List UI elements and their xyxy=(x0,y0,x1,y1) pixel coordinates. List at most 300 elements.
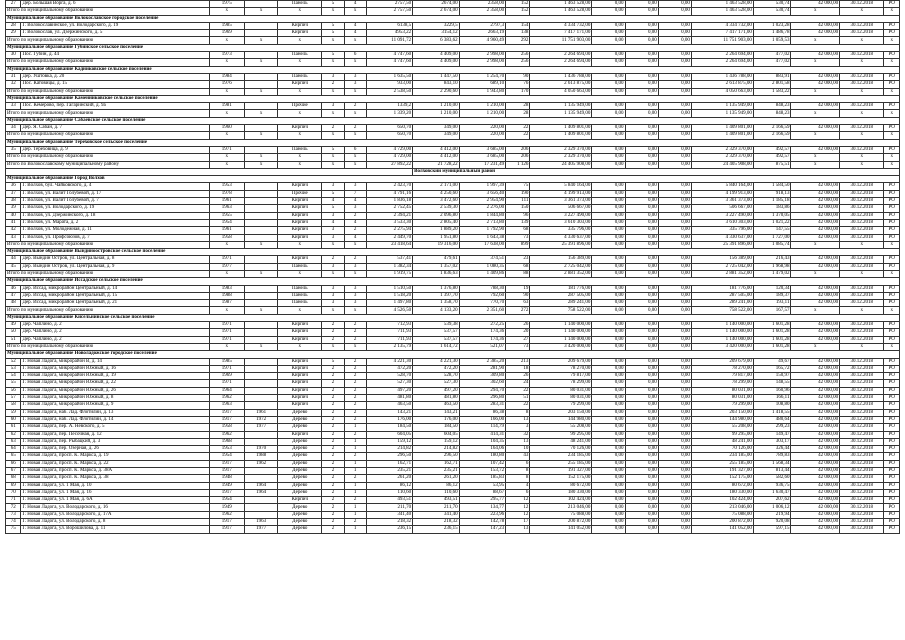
data-cell: Прочие xyxy=(278,103,322,110)
subtotal-cell: x xyxy=(840,110,884,117)
data-cell: Панель xyxy=(278,263,322,270)
subtotal-cell: 0,00 xyxy=(625,37,658,44)
subtotal-cell: x xyxy=(840,37,884,44)
data-cell: 0,00 xyxy=(625,475,658,482)
data-cell: 166,11 xyxy=(753,395,791,402)
section-title: Муниципальное образование Город Волхов xyxy=(6,176,900,183)
data-cell: 0,00 xyxy=(592,125,625,132)
data-cell: 0,00 xyxy=(625,285,658,292)
data-cell: 64 xyxy=(6,446,21,453)
table-row xyxy=(6,431,900,438)
address-cell: Г. Новая Ладога, ул. Ворошилова, д. 11 xyxy=(21,526,209,533)
table-row xyxy=(6,30,900,37)
data-cell: 1960 xyxy=(209,125,244,132)
address-cell: Г. Волокославинское, ул. Володарского, д. 19 xyxy=(21,22,209,29)
data-cell: 2 xyxy=(322,511,344,518)
data-cell: 2 264 694,00 xyxy=(530,52,592,59)
data-cell: 0,00 xyxy=(658,263,691,270)
data-cell: 30.12.2018 xyxy=(840,300,884,307)
data-cell: 272,25 xyxy=(459,322,505,329)
data-cell: 481,80 xyxy=(413,395,459,402)
data-cell: 539,38 xyxy=(413,322,459,329)
data-cell: РО xyxy=(884,263,900,270)
data-cell: 223,96 xyxy=(459,511,505,518)
subtotal-cell: 0,00 xyxy=(592,88,625,95)
subtotal-cell: 1 479,02 xyxy=(753,270,791,277)
data-cell: 1964 xyxy=(244,489,277,496)
data-cell: 0,00 xyxy=(592,30,625,37)
register-table xyxy=(5,0,900,534)
data-cell: РО xyxy=(884,22,900,29)
data-cell: 13 xyxy=(506,438,530,445)
data-cell: 0,00 xyxy=(625,438,658,445)
data-cell: 1 997,39 xyxy=(459,183,505,190)
data-cell: 0,00 xyxy=(625,30,658,37)
data-cell: 3 xyxy=(344,81,366,88)
data-cell: 0,00 xyxy=(625,380,658,387)
data-cell xyxy=(244,125,277,132)
data-cell: 74 xyxy=(6,519,21,526)
data-cell: 0,00 xyxy=(658,468,691,475)
data-cell: 1962 xyxy=(209,511,244,518)
data-cell: 148,55 xyxy=(753,380,791,387)
subtotal-row xyxy=(6,59,900,66)
data-cell: 1971 xyxy=(209,329,244,336)
table-row xyxy=(6,482,900,489)
data-cell: 1 844,80 xyxy=(459,212,505,219)
data-cell: 2 xyxy=(322,504,344,511)
table-row xyxy=(6,256,900,263)
address-cell: Г. Новая Ладога, просп. К. Маркса, д. 38 xyxy=(21,475,209,482)
data-cell: 3 610 303,00 xyxy=(530,219,592,226)
data-cell: 78 270,00 xyxy=(691,365,753,372)
data-cell: Кирпич xyxy=(278,205,322,212)
data-cell: 68 xyxy=(506,263,530,270)
data-cell: 51 xyxy=(506,395,530,402)
data-cell: 0,00 xyxy=(592,446,625,453)
table-row xyxy=(6,219,900,226)
data-cell: 30.12.2018 xyxy=(840,519,884,526)
subtotal-cell: 758 522,00 xyxy=(691,307,753,314)
subtotal-cell: x xyxy=(244,8,277,15)
data-cell: 2 449,70 xyxy=(366,234,412,241)
table-row xyxy=(6,489,900,496)
data-cell: 13 xyxy=(506,526,530,533)
data-cell: 236,15 xyxy=(366,526,412,533)
data-cell: 0,00 xyxy=(592,329,625,336)
data-cell: РО xyxy=(884,256,900,263)
data-cell: 1917 xyxy=(209,489,244,496)
subtotal-cell: x xyxy=(244,110,277,117)
data-cell: 2 xyxy=(344,125,366,132)
data-cell: РО xyxy=(884,409,900,416)
data-cell: 0,00 xyxy=(625,373,658,380)
subtotal-cell: x xyxy=(244,241,277,248)
data-cell: Дерево xyxy=(278,475,322,482)
subtotal-cell: x xyxy=(209,241,244,248)
data-cell: 30.12.2018 xyxy=(840,263,884,270)
data-cell: 650,70 xyxy=(366,125,412,132)
data-cell: 5 xyxy=(322,1,344,8)
data-cell: 2 713,80 xyxy=(459,219,505,226)
data-cell: 2 xyxy=(322,482,344,489)
section-header-row xyxy=(6,44,900,51)
data-cell: 481,80 xyxy=(366,395,412,402)
data-cell: 48 241,00 xyxy=(530,438,592,445)
subtotal-cell: 4 050 663,00 xyxy=(530,88,592,95)
data-cell: 143,21 xyxy=(413,409,459,416)
subtotal-cell: 0,00 xyxy=(625,59,658,66)
data-cell: Кирпич xyxy=(278,227,322,234)
data-cell: 0,00 xyxy=(592,227,625,234)
data-cell: 3 xyxy=(322,263,344,270)
address-cell: Г. Волхов, ул. Валит Голубевой, д. 7 xyxy=(21,198,209,205)
data-cell: 0,00 xyxy=(625,329,658,336)
data-cell: 4 412,00 xyxy=(413,146,459,153)
subtotal-cell: 1 463 528,00 xyxy=(691,8,753,15)
data-cell: 185,83 xyxy=(459,475,505,482)
table-row xyxy=(6,504,900,511)
data-cell: 1948 xyxy=(209,475,244,482)
data-cell: 17 xyxy=(506,519,530,526)
data-cell xyxy=(244,365,277,372)
data-cell: Кирпич xyxy=(278,336,322,343)
data-cell: 1 xyxy=(344,460,366,467)
data-cell: 0,00 xyxy=(625,504,658,511)
data-cell: 0,00 xyxy=(658,292,691,299)
data-cell: 216,43 xyxy=(753,256,791,263)
data-cell: 42 000,00 xyxy=(791,125,840,132)
data-cell: 0,00 xyxy=(658,453,691,460)
data-cell: 22 xyxy=(506,387,530,394)
data-cell: 1970 xyxy=(244,446,277,453)
data-cell: 114,79 xyxy=(459,424,505,431)
subtotal-cell: x xyxy=(344,37,366,44)
data-cell: 63 xyxy=(6,438,21,445)
data-cell: 2358,00 xyxy=(459,1,505,8)
subtotal-cell: x xyxy=(344,161,366,168)
table-row xyxy=(6,52,900,59)
data-cell: РО xyxy=(884,300,900,307)
data-cell: 0,00 xyxy=(658,22,691,29)
data-cell: 2 613 875,00 xyxy=(530,81,592,88)
data-cell: 3 xyxy=(322,285,344,292)
data-cell: 0,00 xyxy=(592,409,625,416)
data-cell: 4 221,30 xyxy=(366,358,412,365)
data-cell xyxy=(244,205,277,212)
data-cell: 0,00 xyxy=(592,416,625,423)
data-cell: 788,30 xyxy=(459,285,505,292)
subtotal-cell: 0,00 xyxy=(625,132,658,139)
data-cell: 2 xyxy=(322,453,344,460)
data-cell: 1 370,05 xyxy=(753,212,791,219)
subtotal-cell: x xyxy=(278,154,322,161)
data-cell: 0,00 xyxy=(658,212,691,219)
data-cell: 6 xyxy=(506,460,530,467)
data-cell: 848,23 xyxy=(753,103,791,110)
data-cell: 174,36 xyxy=(459,329,505,336)
data-cell: Кирпич xyxy=(278,365,322,372)
data-cell: 110,60 xyxy=(413,489,459,496)
data-cell: 0,00 xyxy=(592,373,625,380)
data-cell: 30.12.2018 xyxy=(840,30,884,37)
data-cell: 30.12.2018 xyxy=(840,212,884,219)
data-cell: 1 630,47 xyxy=(753,489,791,496)
data-cell: 2 xyxy=(322,395,344,402)
data-cell: 0,00 xyxy=(592,183,625,190)
subtotal-cell: 0,00 xyxy=(592,241,625,248)
data-cell: 689,10 xyxy=(459,81,505,88)
data-cell: РО xyxy=(884,205,900,212)
subtotal-cell: x xyxy=(840,307,884,314)
data-cell: 99 295,00 xyxy=(530,431,592,438)
table-row xyxy=(6,300,900,307)
subtotal-row xyxy=(6,37,900,44)
data-cell: 236,15 xyxy=(413,526,459,533)
data-cell: 42 000,00 xyxy=(791,373,840,380)
subtotal-cell: 0,00 xyxy=(625,343,658,350)
table-row xyxy=(6,438,900,445)
data-cell: 3 685,00 xyxy=(459,146,505,153)
data-cell xyxy=(244,300,277,307)
data-cell: 42 000,00 xyxy=(791,402,840,409)
data-cell: 0,00 xyxy=(658,511,691,518)
subtotal-cell: x xyxy=(209,161,244,168)
data-cell: 30.12.2018 xyxy=(840,380,884,387)
subtotal-cell: 0,00 xyxy=(592,343,625,350)
data-cell: 1917 xyxy=(209,519,244,526)
subtotal-cell: 758 522,00 xyxy=(530,307,592,314)
data-cell: 0,00 xyxy=(592,256,625,263)
data-cell: 0,00 xyxy=(658,227,691,234)
subtotal-cell: x xyxy=(209,110,244,117)
data-cell: 1 358,70 xyxy=(413,300,459,307)
address-cell: Дер. Чаплино, д. 2 xyxy=(21,322,209,329)
data-cell: 12 xyxy=(506,511,530,518)
subtotal-cell: x xyxy=(278,88,322,95)
data-cell: 30.12.2018 xyxy=(840,416,884,423)
data-cell: 33 xyxy=(6,103,21,110)
address-cell: Г. Новая Ладога, микрорайон Южный, д. 8 xyxy=(21,395,209,402)
data-cell: 0,00 xyxy=(625,387,658,394)
data-cell: Кирпич xyxy=(278,22,322,29)
subtotal-cell: 349,00 xyxy=(413,132,459,139)
data-cell: Дерево xyxy=(278,409,322,416)
data-cell: 2 xyxy=(322,497,344,504)
data-cell: 1 376,80 xyxy=(413,285,459,292)
address-cell: Г. Волхов, ул. Марата, д. 2 xyxy=(21,219,209,226)
data-cell xyxy=(244,256,277,263)
table-row xyxy=(6,416,900,423)
data-cell: 30.12.2018 xyxy=(840,460,884,467)
data-cell: 42 000,00 xyxy=(791,387,840,394)
subtotal-cell: 170 xyxy=(506,88,530,95)
data-cell: 2 xyxy=(322,81,344,88)
data-cell: 0,00 xyxy=(592,292,625,299)
subtotal-cell: 2 538,50 xyxy=(366,88,412,95)
address-cell: Г. Новая Ладога, ул. Володарского, д. 17А xyxy=(21,511,209,518)
data-cell: 2 725 042,00 xyxy=(691,263,753,270)
address-cell: Г. Новая Ладога, ул. 1 Мая, д. 10 xyxy=(21,482,209,489)
data-cell: 1977 xyxy=(244,424,277,431)
subtotal-cell: 19 316,00 xyxy=(413,241,459,248)
data-cell: 0,00 xyxy=(625,519,658,526)
data-cell: 29 xyxy=(6,30,21,37)
data-cell: 42 000,00 xyxy=(791,227,840,234)
subtotal-cell: x xyxy=(244,37,277,44)
data-cell: 0,00 xyxy=(658,183,691,190)
address-cell: Г. Волхов, бул. Чайковского, д. 4 xyxy=(21,183,209,190)
data-cell: 1 023,28 xyxy=(753,22,791,29)
address-cell: Дер. Иссад, микрорайон Центральный, д. 14 xyxy=(21,285,209,292)
data-cell: 0,00 xyxy=(658,219,691,226)
data-cell: РО xyxy=(884,482,900,489)
data-cell: РО xyxy=(884,322,900,329)
region-title: Волховский муниципальный район xyxy=(413,168,900,175)
data-cell: 2 329 370,00 xyxy=(530,146,592,153)
data-cell: 0,00 xyxy=(592,322,625,329)
subtotal-cell: x xyxy=(791,59,840,66)
data-cell: 0,00 xyxy=(625,402,658,409)
data-cell: 30.12.2018 xyxy=(840,431,884,438)
subtotal-cell: x xyxy=(278,59,322,66)
data-cell: 30.12.2018 xyxy=(840,234,884,241)
subtotal-cell: x xyxy=(322,154,344,161)
data-cell: 0,00 xyxy=(625,52,658,59)
section-title: Муниципальное образование Тереховское сельское поселение xyxy=(6,139,900,146)
subtotal-cell: 2 264 694,00 xyxy=(530,59,592,66)
data-cell xyxy=(244,1,277,8)
data-cell: 537,57 xyxy=(413,336,459,343)
data-cell: 1 510,50 xyxy=(366,285,412,292)
data-cell: 2 xyxy=(322,365,344,372)
data-cell: 4 250,60 xyxy=(413,190,459,197)
data-cell: 79 299,00 xyxy=(530,402,592,409)
data-cell: 0,00 xyxy=(625,227,658,234)
data-cell: 0,00 xyxy=(658,380,691,387)
subtotal-cell: 650,70 xyxy=(366,132,412,139)
data-cell xyxy=(244,198,277,205)
data-cell: 1985 xyxy=(209,358,244,365)
data-cell: 843,10 xyxy=(413,81,459,88)
data-cell: 2 539,30 xyxy=(413,205,459,212)
data-cell: 1 xyxy=(344,468,366,475)
data-cell: 42 000,00 xyxy=(791,183,840,190)
data-cell: 2 xyxy=(344,212,366,219)
data-cell: 42 000,00 xyxy=(791,292,840,299)
data-cell: 42 000,00 xyxy=(791,198,840,205)
data-cell: РО xyxy=(884,183,900,190)
data-cell: 42 000,00 xyxy=(791,81,840,88)
subtotal-cell: 0,00 xyxy=(592,154,625,161)
subtotal-cell: 220,00 xyxy=(459,132,505,139)
data-cell: 45 xyxy=(6,263,21,270)
table-row xyxy=(6,125,900,132)
data-cell: 0,00 xyxy=(658,460,691,467)
data-cell: 712,93 xyxy=(366,322,412,329)
data-cell: 2 613 875,00 xyxy=(691,81,753,88)
data-cell: 1971 xyxy=(209,336,244,343)
data-cell: 1983 xyxy=(209,285,244,292)
table-row xyxy=(6,424,900,431)
subtotal-row xyxy=(6,241,900,248)
subtotal-cell: x xyxy=(209,270,244,277)
data-cell: Кирпич xyxy=(278,322,322,329)
data-cell xyxy=(244,431,277,438)
data-cell xyxy=(244,511,277,518)
data-cell: 30.12.2018 xyxy=(840,504,884,511)
data-cell: 159,12 xyxy=(413,438,459,445)
data-cell: 477,02 xyxy=(753,52,791,59)
data-cell: 1 xyxy=(344,438,366,445)
table-row xyxy=(6,227,900,234)
data-cell: РО xyxy=(884,198,900,205)
data-cell: 30.12.2018 xyxy=(840,256,884,263)
subtotal-cell: x xyxy=(791,154,840,161)
subtotal-cell: 2 881 352,00 xyxy=(530,270,592,277)
data-cell: 19 xyxy=(506,285,530,292)
data-cell: 604,05 xyxy=(366,431,412,438)
data-cell: 1 xyxy=(344,482,366,489)
data-cell: Кирпич xyxy=(278,234,322,241)
data-cell: 32 xyxy=(6,81,21,88)
subtotal-cell: x xyxy=(884,37,900,44)
data-cell: Кирпич xyxy=(278,497,322,504)
data-cell: Прочие xyxy=(278,190,322,197)
data-cell: 604,05 xyxy=(413,431,459,438)
subtotal-cell: 0,00 xyxy=(592,161,625,168)
data-cell: Кирпич xyxy=(278,395,322,402)
data-cell: 43 xyxy=(506,453,530,460)
subtotal-row xyxy=(6,270,900,277)
subtotal-cell: 0,00 xyxy=(592,307,625,314)
data-cell xyxy=(244,263,277,270)
data-cell: 30.12.2018 xyxy=(840,322,884,329)
data-cell: Кирпич xyxy=(278,329,322,336)
data-cell: 1 463 528,00 xyxy=(691,1,753,8)
data-cell: 492,57 xyxy=(753,146,791,153)
data-cell: 1 584,50 xyxy=(753,183,791,190)
subtotal-cell: 1 409 801,00 xyxy=(530,132,592,139)
data-cell: Дерево xyxy=(278,526,322,533)
subtotal-cell: x xyxy=(840,343,884,350)
data-cell: 68 xyxy=(6,475,21,482)
data-cell: 4 330 637,00 xyxy=(530,234,592,241)
subtotal-cell: 0,00 xyxy=(592,110,625,117)
data-cell: 2 xyxy=(322,446,344,453)
data-cell: 174,36 xyxy=(459,336,505,343)
data-cell: 1 486,78 xyxy=(753,30,791,37)
data-cell: РО xyxy=(884,453,900,460)
data-cell: 42 000,00 xyxy=(791,329,840,336)
data-cell: 152 xyxy=(506,1,530,8)
data-cell: 1 140 000,00 xyxy=(530,336,592,343)
data-cell: РО xyxy=(884,234,900,241)
spacer-cell xyxy=(6,168,413,175)
data-cell: 26 xyxy=(506,322,530,329)
data-cell: 59 xyxy=(6,409,21,416)
table-row xyxy=(6,468,900,475)
section-title: Муниципальное образование Губинское сельское поселение xyxy=(6,44,900,51)
data-cell: 1953 xyxy=(209,446,244,453)
data-cell: 0,00 xyxy=(592,511,625,518)
subtotal-cell: 0,00 xyxy=(658,307,691,314)
subtotal-cell: x xyxy=(344,307,366,314)
subtotal-cell: x xyxy=(209,307,244,314)
data-cell: 0,00 xyxy=(625,358,658,365)
data-cell: 42 000,00 xyxy=(791,336,840,343)
data-cell: 1963 xyxy=(209,402,244,409)
